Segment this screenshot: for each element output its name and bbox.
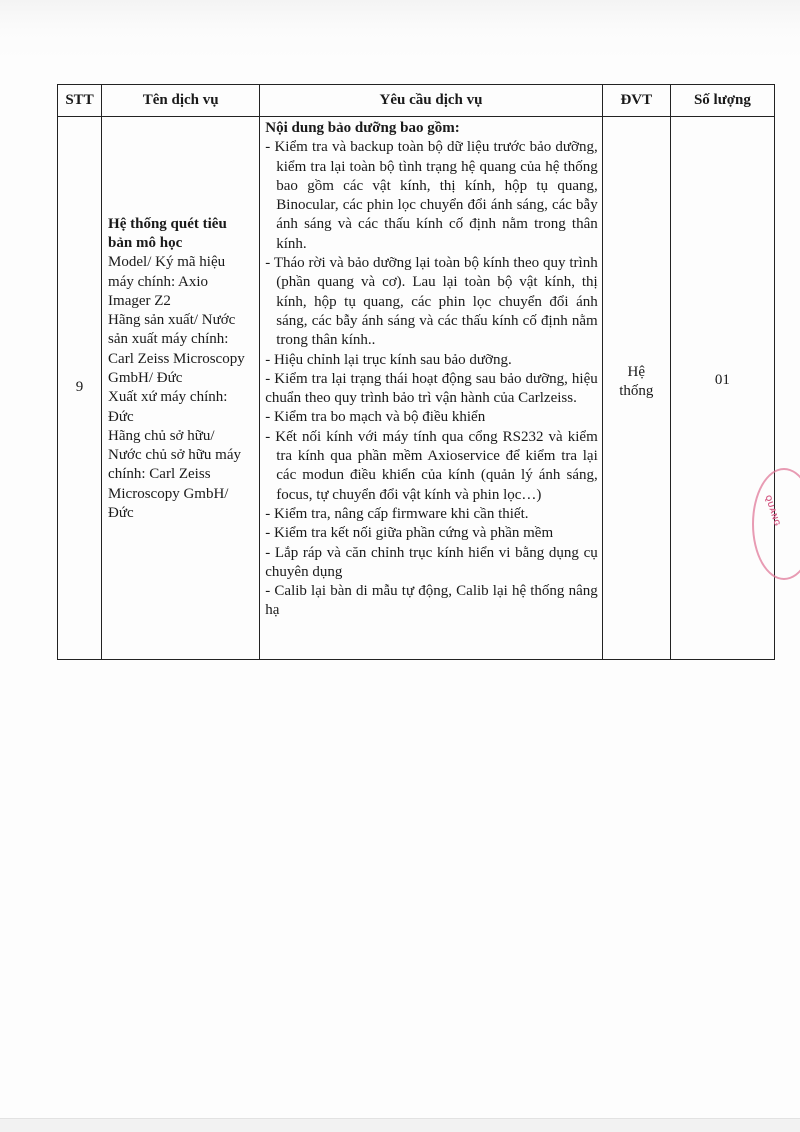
service-detail-line: máy chính: Axio [108,273,209,290]
service-detail-line: Nước chủ sở hữu máy [108,447,241,464]
requirements-heading: Nội dung bảo dưỡng bao gồm: [265,120,460,136]
service-detail-line: sản xuất máy chính: [108,331,229,348]
service-detail-line: Đức [108,505,134,522]
header-stt: STT [58,85,102,117]
service-detail-line: Hãng sản xuất/ Nước [108,312,236,329]
service-detail-line: Xuất xứ máy chính: [108,389,228,406]
service-detail-line: Hãng chủ sở hữu/ [108,427,215,444]
header-yeu-cau-dich-vu: Yêu cầu dịch vụ [260,85,602,117]
cell-ten-dich-vu [102,117,260,660]
service-detail-line: Microscopy GmbH/ [108,485,229,502]
requirement-item: - Kết nối kính với máy tính qua cổng RS232 và kiểm tra kính qua phần mềm Axioservice để kiểm tra lại các modun điều khiển của kính (quản lý ánh sáng, focus, tự chuyển đổi vật kính và phin lọc…) [265,428,598,503]
requirement-item: - Kiểm tra và backup toàn bộ dữ liệu trước bảo dưỡng, kiểm tra lại toàn bộ tình trạng hệ quang của hệ thống bao gồm các vật kính, thị kính, hộp tụ quang, Binocular, các phin lọc chuyển đổi ánh sáng, các bẫy ánh sáng và các thấu kính cố định nằm trong thân kính. [265,139,598,252]
requirement-item: - Calib lại bàn di mẫu tự động, Calib lại hệ thống nâng hạ [265,583,598,619]
service-name-line: bản mô học [108,234,183,251]
table-header-row [58,85,775,117]
unit-line: thống [619,383,654,399]
requirement-item: - Kiểm tra bo mạch và bộ điều khiển [265,409,486,426]
service-detail-line: Model/ Ký mã hiệu [108,254,226,271]
service-detail-line: Imager Z2 [108,292,171,309]
unit-line: Hệ [627,363,646,380]
service-name-line: Hệ thống quét tiêu [108,215,227,232]
header-ten-dich-vu: Tên dịch vụ [102,85,260,117]
requirement-item: - Lắp ráp và căn chỉnh trục kính hiển vi bằng dụng cụ chuyên dụng [265,544,598,580]
stamp-text: QUANG [763,494,782,528]
page-bottom-edge [0,1118,800,1132]
service-table [57,84,775,660]
service-detail-line: Carl Zeiss Microscopy [108,350,245,367]
cell-stt: 9 [58,117,102,660]
service-detail-line: Đức [108,408,134,425]
requirement-item: - Tháo rời và bảo dưỡng lại toàn bộ kính theo quy trình (phần quang và cơ). Lau lại toàn bộ vật kính, thị kính, hộp tụ quang, các phin lọc chuyển đổi ánh sáng, các bẫy ánh sáng và các thấu kính cố định nằm trong thân kính.. [265,255,598,349]
requirement-item: - Kiểm tra kết nối giữa phần cứng và phần mềm [265,525,554,542]
quantity-value: 01 [714,372,730,389]
cell-so-luong [670,117,774,660]
requirement-item: - Kiểm tra, nâng cấp firmware khi cần thiết. [265,505,529,522]
service-detail-line: GmbH/ Đức [108,370,183,386]
service-detail-line: chính: Carl Zeiss [108,466,211,483]
table-row [58,117,775,660]
requirement-item: - Kiểm tra lại trạng thái hoạt động sau bảo dưỡng, hiệu chuẩn theo quy trình bảo trì vận hành của Carlzeiss. [265,370,598,407]
cell-yeu-cau-dich-vu [260,117,602,660]
cell-dvt [602,117,670,660]
header-dvt: ĐVT [602,85,670,117]
requirement-item: - Hiệu chỉnh lại trục kính sau bảo dưỡng. [265,351,512,368]
header-so-luong: Số lượng [670,85,774,117]
